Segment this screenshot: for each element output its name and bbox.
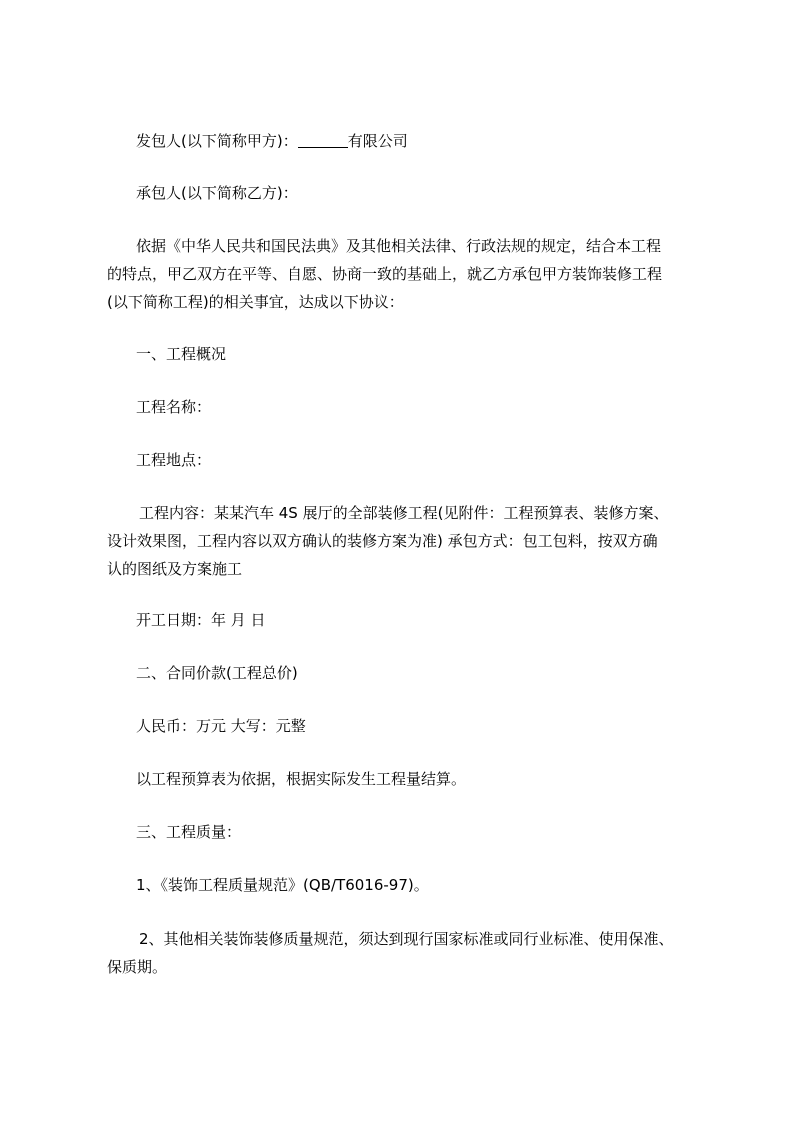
start-date-line: 开工日期：年 月 日	[136, 611, 266, 629]
project-content-line-1: 工程内容：某某汽车 4S 展厅的全部装修工程(见附件：工程预算表、装修方案、	[139, 504, 669, 522]
project-content-line-2: 设计效果图，工程内容以双方确认的装修方案为准) 承包方式：包工包料，按双方确	[107, 532, 658, 550]
project-content-line-3: 认的图纸及方案施工	[107, 560, 243, 578]
quality-standard-2-line-1: 2、其他相关装饰装修质量规范，须达到现行国家标准或同行业标准、使用保准、	[139, 930, 674, 948]
employer-suffix: 有限公司	[347, 132, 408, 150]
contractor-line: 承包人(以下简称乙方)：	[136, 184, 298, 202]
project-name-line: 工程名称：	[136, 398, 212, 416]
preamble-line-2: 的特点，甲乙双方在平等、自愿、协商一致的基础上，就乙方承包甲方装饰装修工程	[107, 265, 663, 283]
project-location-line: 工程地点：	[136, 451, 212, 469]
settlement-line: 以工程预算表为依据，根据实际发生工程量结算。	[136, 770, 467, 788]
preamble-line-3: (以下简称工程)的相关事宜，达成以下协议：	[107, 293, 404, 311]
employer-name-blank	[298, 131, 348, 148]
section-heading-3: 三、工程质量：	[136, 823, 242, 841]
employer-line	[107, 127, 717, 155]
section-heading-1: 一、工程概况	[136, 345, 227, 363]
preamble-line-1: 依据《中华人民共和国民法典》及其他相关法律、行政法规的规定，结合本工程	[136, 237, 662, 255]
section-heading-2: 二、合同价款(工程总价)	[136, 664, 298, 682]
employer-label: 发包人(以下简称甲方)：	[136, 132, 298, 150]
quality-standard-1: 1、《装饰工程质量规范》(QB/T6016-97)。	[136, 876, 429, 894]
quality-standard-2-line-2: 保质期。	[107, 958, 168, 976]
price-line: 人民币：万元 大写：元整	[136, 717, 306, 735]
